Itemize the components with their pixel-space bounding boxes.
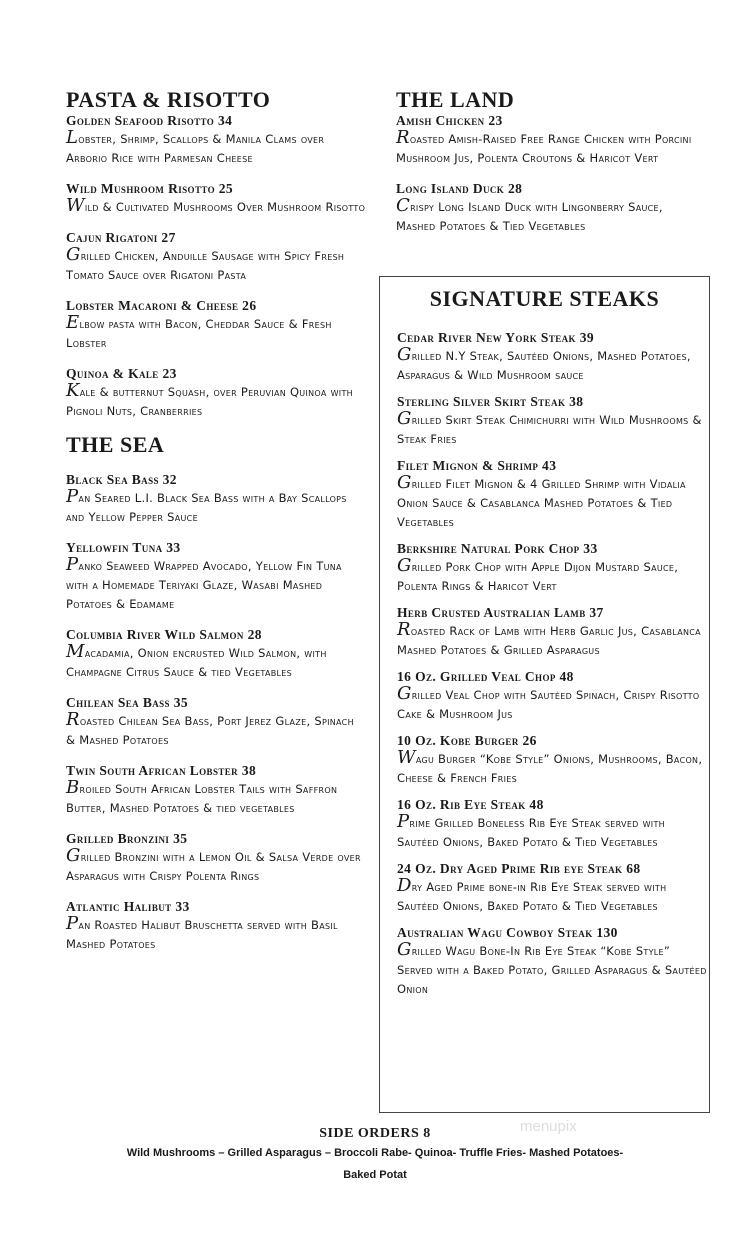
decorative-initial: W [66,195,85,216]
menu-item-description [66,244,366,285]
menu-item-name: Herb Crusted Australian Lamb 37 [397,605,604,620]
menu-item [396,180,706,236]
decorative-initial: P [66,554,79,575]
menu-item-description [66,777,366,818]
menu-item [66,830,366,886]
menu-item-name: 16 Oz. Grilled Veal Chop 48 [397,669,574,684]
description-text: lbow pasta with Bacon, Cheddar Sauce & Fresh Lobster [66,317,332,350]
signature-steaks-box [379,276,710,1113]
menu-item-name: 10 Oz. Kobe Burger 26 [397,733,537,748]
decorative-initial: G [397,408,412,429]
menu-item-name: Berkshire Natural Pork Chop 33 [397,541,598,556]
menu-item-name: Chilean Sea Bass 35 [66,695,189,710]
menu-item-name: Twin South African Lobster 38 [66,763,257,778]
description-text: oasted Chilean Sea Bass, Port Jerez Glaze, Spinach & Mashed Potatoes [66,714,354,747]
menu-item [397,924,709,999]
menu-item-name: Atlantic Halibut 33 [66,899,190,914]
decorative-initial: R [396,127,410,148]
description-text: rilled Skirt Steak Chimichurri with Wild Mushrooms & Steak Fries [397,413,702,446]
left-column [66,88,366,966]
menu-item [397,540,709,596]
description-text: oasted Rack of Lamb with Herb Garlic Jus, Casablanca Mashed Potatoes & Grilled Asparagus [397,624,701,657]
description-text: anko Seaweed Wrapped Avocado, Yellow Fin Tuna with a Homemade Teriyaki Glaze, Wasabi Mashed Potatoes & Edamame [66,559,342,611]
decorative-initial: R [66,709,80,730]
menu-item-description [397,939,709,999]
description-text: an Roasted Halibut Bruschetta served with Basil Mashed Potatoes [66,918,338,951]
decorative-initial: W [397,747,416,768]
menu-item-description [397,811,709,852]
menu-item-description [396,195,706,236]
menu-item-name: Sterling Silver Skirt Steak 38 [397,394,584,409]
description-text: oasted Amish-Raised Free Range Chicken with Porcini Mushroom Jus, Polenta Croutons & Haricot Vert [396,132,692,165]
menu-item-description [397,344,709,385]
menu-item-name: Black Sea Bass 32 [66,472,177,487]
menu-item-description [397,472,709,532]
menu-item [66,180,366,217]
menu-item [66,471,366,527]
menu-item-description [66,845,366,886]
description-text: ale & butternut Squash, over Peruvian Quinoa with Pignoli Nuts, Cranberries [66,385,353,418]
decorative-initial: P [397,811,410,832]
decorative-initial: B [66,777,80,798]
description-text: rime Grilled Boneless Rib Eye Steak served with Sautéed Onions, Baked Potato & Tied Vegetables [397,816,665,849]
right-column [396,88,706,248]
description-text: rilled Pork Chop with Apple Dijon Mustard Sauce, Polenta Rings & Haricot Vert [397,560,679,593]
decorative-initial: G [66,244,81,265]
decorative-initial: P [66,913,79,934]
menu-item-description [66,554,366,614]
menu-item [397,604,709,660]
menu-item-name: 16 Oz. Rib Eye Steak 48 [397,797,544,812]
menu-item-description [397,747,709,788]
decorative-initial: M [66,641,85,662]
menu-item-description [397,555,709,596]
menu-item-name: Cajun Rigatoni 27 [66,230,176,245]
description-text: roiled South African Lobster Tails with Saffron Butter, Mashed Potatoes & tied vegetables [66,782,338,815]
steaks-section-title: SIGNATURE STEAKS [429,286,660,311]
side-orders [0,1126,750,1186]
menu-item-description [66,641,366,682]
pasta-items [66,112,366,421]
menu-item-name: Amish Chicken 23 [396,113,503,128]
menu-item [397,329,709,385]
decorative-initial: G [397,939,412,960]
menu-item-description [66,486,366,527]
decorative-initial: G [66,845,81,866]
steaks-items [397,329,709,999]
menu-item-description [397,875,709,916]
menu-item-description [66,913,366,954]
menu-item [66,898,366,954]
menu-item [397,796,709,852]
menu-item [397,860,709,916]
description-text: acadamia, Onion encrusted Wild Salmon, with Champagne Citrus Sauce & tied Vegetables [66,646,327,679]
menu-item-description [397,619,709,660]
menu-item-description [66,195,366,217]
description-text: rilled N.Y Steak, Sautéed Onions, Mashed Potatoes, Asparagus & Wild Mushroom sauce [397,349,691,382]
description-text: an Seared L.I. Black Sea Bass with a Bay Scallops and Yellow Pepper Sauce [66,491,347,524]
land-section-title: THE LAND [396,87,515,112]
pasta-section-title: PASTA & RISOTTO [66,87,271,112]
decorative-initial: L [66,127,79,148]
description-text: rilled Filet Mignon & 4 Grilled Shrimp with Vidalia Onion Sauce & Casablanca Mashed Potatoes & Tied Vegetables [397,477,686,529]
menu-item [66,297,366,353]
decorative-initial: D [397,875,412,896]
menu-item-description [66,380,366,421]
menu-item [66,626,366,682]
description-text: agu Burger “Kobe Style” Onions, Mushrooms, Bacon, Cheese & French Fries [397,752,703,785]
menu-item-name: Australian Wagu Cowboy Steak 130 [397,925,618,940]
menu-item-name: Quinoa & Kale 23 [66,366,177,381]
menu-item [397,668,709,724]
decorative-initial: G [397,683,412,704]
menu-item-name: Golden Seafood Risotto 34 [66,113,233,128]
sea-section-title: THE SEA [66,432,165,457]
menu-item-name: 24 Oz. Dry Aged Prime Rib eye Steak 68 [397,861,641,876]
menu-item-name: Columbia River Wild Salmon 28 [66,627,262,642]
decorative-initial: R [397,619,411,640]
menu-item [66,762,366,818]
description-text: rilled Bronzini with a Lemon Oil & Salsa Verde over Asparagus with Crispy Polenta Rings [66,850,361,883]
description-text: rilled Veal Chop with Sautéed Spinach, Crispy Risotto Cake & Mushroom Jus [397,688,700,721]
watermark: menupix [520,1118,577,1135]
menu-item-description [397,408,709,449]
decorative-initial: G [397,555,412,576]
menu-item-name: Grilled Bronzini 35 [66,831,188,846]
decorative-initial: G [397,344,412,365]
menu-item [66,229,366,285]
decorative-initial: E [66,312,80,333]
description-text: rilled Chicken, Anduille Sausage with Spicy Fresh Tomato Sauce over Rigatoni Pasta [66,249,345,282]
menu-item [66,365,366,421]
side-orders-list: Wild Mushrooms – Grilled Asparagus – Broccoli Rabe- Quinoa- Truffle Fries- Mashed Potatoes- Baked Potat [126,1147,624,1181]
decorative-initial: P [66,486,79,507]
side-orders-title: SIDE ORDERS 8 [319,1126,431,1141]
menu-item-name: Yellowfin Tuna 33 [66,540,181,555]
menu-item [397,732,709,788]
description-text: obster, Shrimp, Scallops & Manila Clams over Arborio Rice with Parmesan Cheese [66,132,325,165]
menu-item-name: Long Island Duck 28 [396,181,523,196]
menu-item [66,694,366,750]
menu-item [397,457,709,532]
description-text: ry Aged Prime bone-in Rib Eye Steak served with Sautéed Onions, Baked Potato & Tied Vegetables [397,880,667,913]
menu-item [66,539,366,614]
sea-items [66,471,366,954]
menu-item-description [397,683,709,724]
decorative-initial: K [66,380,80,401]
menu-item-name: Wild Mushroom Risotto 25 [66,181,234,196]
menu-item [397,393,709,449]
menu-item-description [396,127,706,168]
description-text: rilled Wagu Bone-In Rib Eye Steak “Kobe Style” Served with a Baked Potato, Grilled Asparagus & Sautéed Onion [397,944,707,996]
menu-item [396,112,706,168]
menu-item-description [66,127,366,168]
menu-item [66,112,366,168]
description-text: rispy Long Island Duck with Lingonberry Sauce, Mashed Potatoes & Tied Vegetables [396,200,663,233]
land-items [396,112,706,236]
menu-item-name: Lobster Macaroni & Cheese 26 [66,298,257,313]
menu-item-name: Filet Mignon & Shrimp 43 [397,458,557,473]
decorative-initial: C [396,195,411,216]
menu-item-description [66,709,366,750]
description-text: ild & Cultivated Mushrooms Over Mushroom Risotto [84,200,366,214]
menu-item-description [66,312,366,353]
decorative-initial: G [397,472,412,493]
menu-item-name: Cedar River New York Steak 39 [397,330,594,345]
